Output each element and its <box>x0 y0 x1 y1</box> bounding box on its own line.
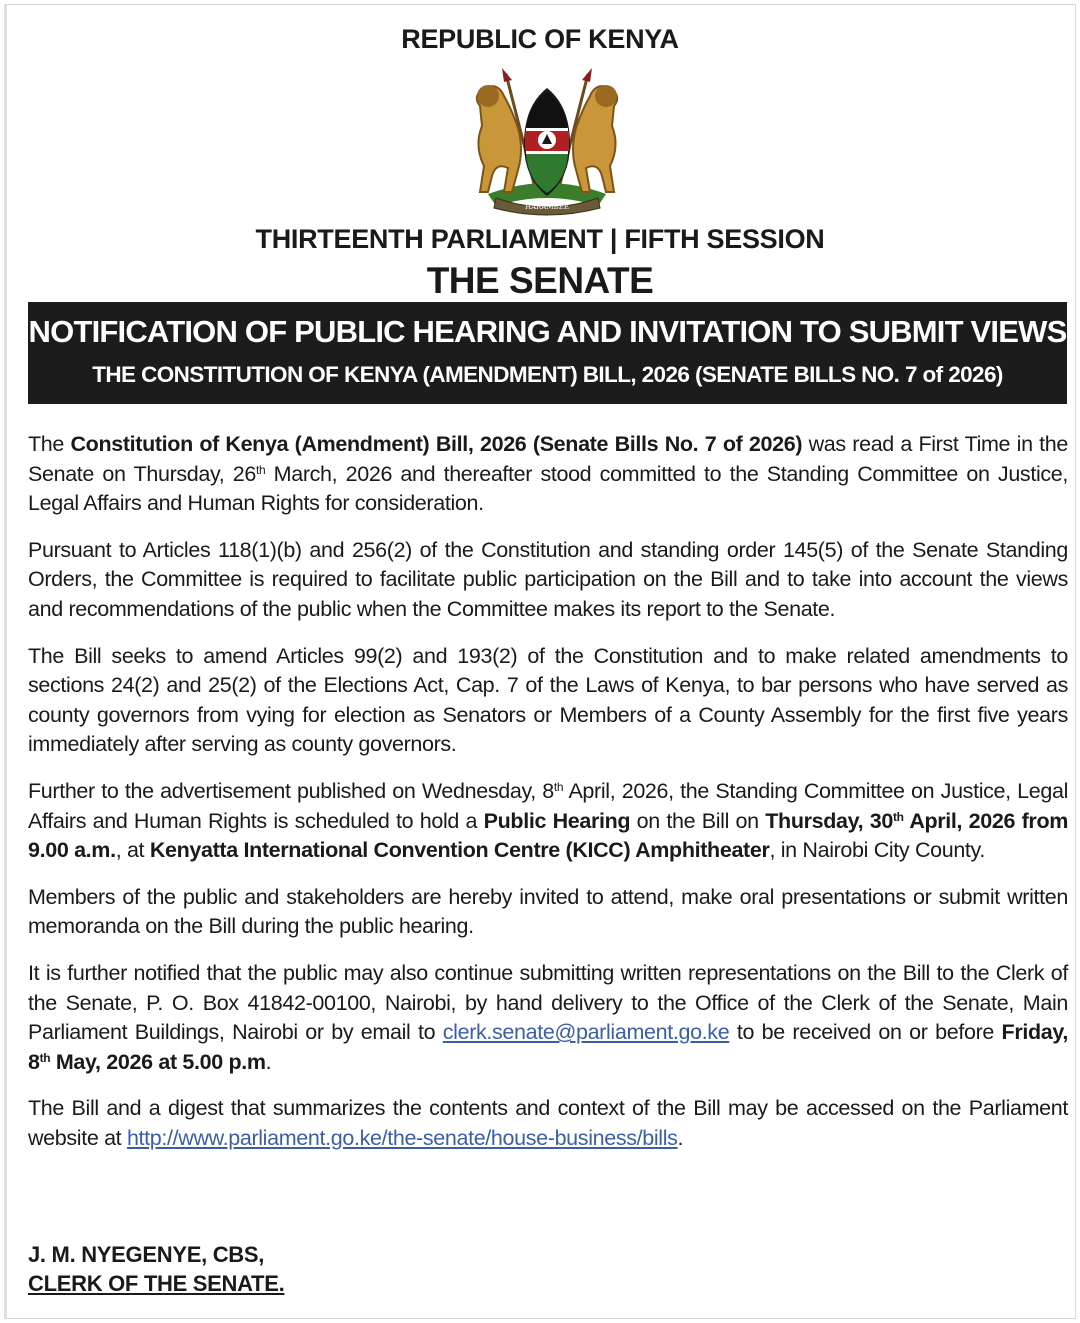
parliament-bills-link[interactable]: http://www.parliament.go.ke/the-senate/house-business/bills <box>126 1125 678 1150</box>
notice-body <box>28 430 1068 1170</box>
hearing-venue: Kenyatta International Convention Centre (KICC) Amphitheater <box>149 838 770 863</box>
hearing-date: Thursday, 30th April, 2026 from 9.00 a.m. <box>28 808 1068 863</box>
bill-name: Constitution of Kenya (Amendment) Bill, 2026 (Senate Bills No. 7 of 2026) <box>70 432 803 456</box>
paragraph-bill-purpose: The Bill seeks to amend Articles 99(2) and 193(2) of the Constitution and to make related amendments to sections 24(2) and 25(2) of the Elections Act, Cap. 7 of the Laws of Kenya, to bar persons who have served as county governors from vying for election as Senators or Members of a County Assembly for the first five years immediately after serving as county governors. <box>28 643 1068 757</box>
paragraph-website: The Bill and a digest that summarizes the contents and context of the Bill may be accessed on the Parliament website at http://www.parliament.go.ke/the-senate/house-business/bills. <box>28 1096 1068 1150</box>
clerk-email-link[interactable]: clerk.senate@parliament.go.ke <box>442 1020 730 1045</box>
notice-title: NOTIFICATION OF PUBLIC HEARING AND INVITATION TO SUBMIT VIEWS <box>28 314 1067 349</box>
paragraph-invitation: Members of the public and stakeholders are hereby invited to attend, make oral presentations or submit written memoranda on the Bill during the public hearing. <box>28 884 1068 939</box>
public-hearing-label: Public Hearing <box>483 808 631 833</box>
notice-banner <box>28 302 1067 404</box>
coat-of-arms-emblem <box>466 66 628 216</box>
parliament-session-heading: THIRTEENTH PARLIAMENT | FIFTH SESSION <box>255 224 825 254</box>
motto-text: HARAMBEE <box>524 203 570 211</box>
paragraph-hearing-details: Further to the advertisement published on Wednesday, 8th April, 2026, the Standing Committee on Justice, Legal Affairs and Human Rights is scheduled to hold a Public Hearing on the Bill on Thursday, 30th April, 2026 from 9.00 a.m., at Kenyatta International Convention Centre (KICC) Amphitheater, in Nairobi City County. <box>28 778 1069 863</box>
senate-heading: THE SENATE <box>426 260 654 301</box>
paragraph-submissions: It is further notified that the public may also continue submitting written representations on the Bill to the Clerk of the Senate, P. O. Box 41842-00100, Nairobi, by hand delivery to the Office of the Clerk of the Senate, Main Parliament Buildings, Nairobi or by email to clerk.senate@parliament.go.ke to be received on or before Friday, 8th May, 2026 at 5.00 p.m. <box>28 960 1068 1074</box>
signature-block <box>28 1240 284 1298</box>
signatory-name: J. M. NYEGENYE, CBS, <box>28 1242 265 1267</box>
paragraph-legal-basis: Pursuant to Articles 118(1)(b) and 256(2) of the Constitution and standing order 145(5) of the Senate Standing Orders, the Committee is required to facilitate public participation on the Bill and to take into account the views and recommendations of the public when the Committee makes its report to the Senate. <box>28 537 1068 621</box>
signatory-title: CLERK OF THE SENATE. <box>28 1271 285 1296</box>
paragraph-first-reading: The Constitution of Kenya (Amendment) Bill, 2026 (Senate Bills No. 7 of 2026) was read a First Time in the Senate on Thursday, 26th March, 2026 and thereafter stood committed to the Standing Committee on Justice, Legal Affairs and Human Rights for consideration. <box>28 432 1069 516</box>
republic-heading: REPUBLIC OF KENYA <box>401 24 679 54</box>
bill-subtitle: THE CONSTITUTION OF KENYA (AMENDMENT) BILL, 2026 (SENATE BILLS NO. 7 of 2026) <box>92 362 1003 387</box>
submission-deadline: Friday, 8th May, 2026 at 5.00 p.m <box>28 1020 1068 1074</box>
